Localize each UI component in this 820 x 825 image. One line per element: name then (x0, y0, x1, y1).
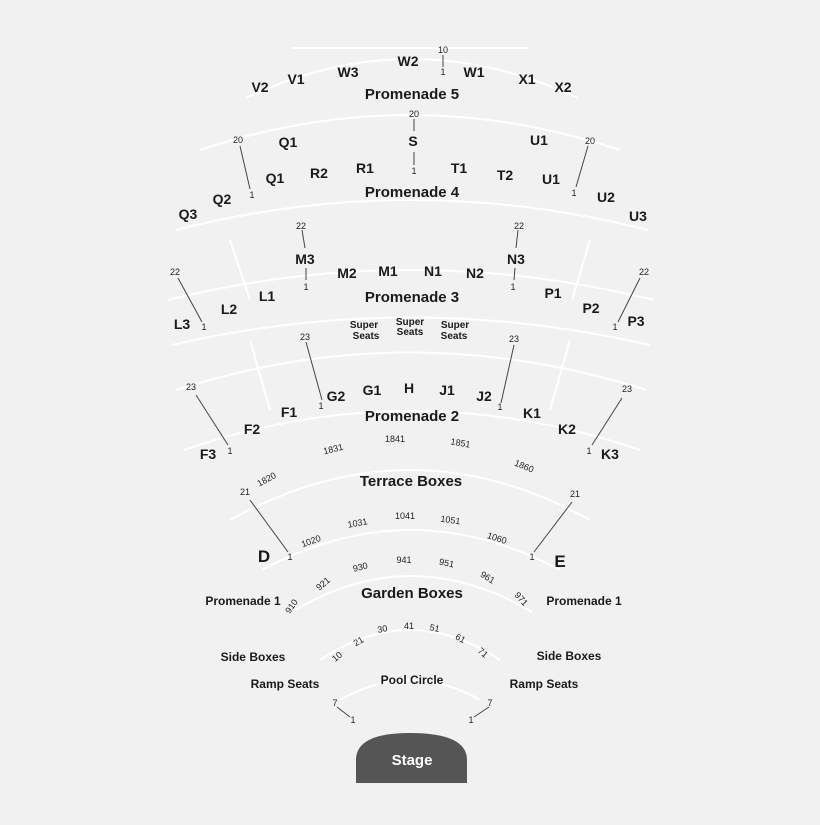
promenade-4-label: Promenade 4 (364, 184, 460, 201)
section-S[interactable]: S (408, 133, 418, 149)
super-seats-center[interactable] (396, 317, 424, 338)
section-U1-upper[interactable]: U1 (530, 132, 548, 148)
row-label: 1 (411, 166, 417, 176)
section-W3[interactable]: W3 (337, 64, 359, 80)
section-P2[interactable]: P2 (582, 300, 600, 316)
garden-box[interactable]: 21 (351, 634, 366, 649)
row-label: 1 (510, 282, 516, 292)
row-label: 1 (529, 552, 535, 562)
row-label: 23 (299, 332, 311, 342)
section-R2[interactable]: R2 (310, 165, 328, 181)
section-Q3[interactable]: Q3 (178, 206, 198, 222)
terrace-box[interactable]: 1041 (394, 511, 416, 521)
row-label: 20 (408, 109, 420, 119)
row-label: 1 (586, 446, 592, 456)
section-L1[interactable]: L1 (258, 288, 276, 304)
super-seats-label: Seats (352, 331, 380, 342)
section-W2[interactable]: W2 (397, 53, 419, 69)
section-V2[interactable]: V2 (251, 79, 269, 95)
side-boxes-right[interactable]: Side Boxes (536, 649, 602, 663)
super-seats-right[interactable] (441, 320, 470, 342)
row-label: 20 (584, 136, 596, 146)
section-L3[interactable]: L3 (173, 316, 191, 332)
section-M1[interactable]: M1 (378, 263, 398, 279)
section-D[interactable]: D (257, 547, 271, 566)
row-label: 1 (468, 715, 474, 725)
section-N2[interactable]: N2 (466, 265, 484, 281)
terrace-box[interactable]: 1051 (439, 513, 462, 527)
super-seats-label: Super (395, 317, 425, 328)
terrace-box[interactable]: 1020 (299, 533, 323, 550)
section-U1[interactable]: U1 (542, 171, 560, 187)
section-N3[interactable]: N3 (507, 251, 525, 267)
ramp-seats-right[interactable]: Ramp Seats (509, 677, 579, 691)
section-U2[interactable]: U2 (597, 189, 615, 205)
terrace-box[interactable]: 1031 (346, 516, 369, 530)
row-label: 7 (487, 698, 493, 708)
ramp-seats-left[interactable]: Ramp Seats (250, 677, 320, 691)
garden-box[interactable]: 61 (453, 631, 468, 646)
garden-box[interactable]: 71 (475, 645, 490, 660)
terrace-box[interactable]: 1841 (384, 434, 406, 444)
section-U3[interactable]: U3 (629, 208, 647, 224)
terrace-boxes-label: Terrace Boxes (359, 473, 463, 490)
section-F2[interactable]: F2 (243, 421, 261, 437)
row-label: 1 (227, 446, 233, 456)
super-seats-label: Super (440, 320, 470, 331)
row-label: 1 (571, 188, 577, 198)
row-label: 20 (232, 135, 244, 145)
garden-boxes-label: Garden Boxes (361, 585, 463, 602)
row-label: 1 (249, 190, 255, 200)
section-M3[interactable]: M3 (295, 251, 315, 267)
promenade-3-label: Promenade 3 (364, 289, 460, 306)
terrace-box[interactable]: 1820 (255, 470, 278, 489)
section-T1[interactable]: T1 (450, 160, 468, 176)
row-label: 22 (169, 267, 181, 277)
row-label: 21 (239, 487, 251, 497)
row-label: 1 (318, 401, 324, 411)
terrace-box[interactable]: 1860 (512, 457, 536, 475)
row-label: 22 (513, 221, 525, 231)
garden-box[interactable]: 10 (330, 649, 345, 664)
section-E[interactable]: E (554, 552, 566, 571)
super-seats-label: Seats (396, 327, 424, 338)
section-P3[interactable]: P3 (627, 313, 645, 329)
section-G1[interactable]: G1 (362, 382, 382, 398)
terrace-box[interactable]: 1060 (485, 530, 508, 546)
super-seats-label: Super (349, 320, 379, 331)
super-seats-label: Seats (440, 331, 468, 342)
row-label: 1 (497, 402, 503, 412)
section-K1[interactable]: K1 (523, 405, 541, 421)
row-label: 1 (303, 282, 309, 292)
garden-box[interactable]: 961 (478, 569, 497, 586)
garden-box[interactable]: 30 (376, 623, 389, 635)
section-J1[interactable]: J1 (439, 382, 455, 398)
garden-box[interactable]: 951 (438, 556, 456, 570)
garden-box[interactable]: 910 (283, 597, 300, 616)
section-X2[interactable]: X2 (554, 79, 572, 95)
section-N1[interactable]: N1 (424, 263, 442, 279)
section-L2[interactable]: L2 (220, 301, 238, 317)
row-label: 22 (295, 221, 307, 231)
section-V1[interactable]: V1 (287, 71, 305, 87)
section-R1[interactable]: R1 (356, 160, 374, 176)
section-X1[interactable]: X1 (518, 71, 536, 87)
section-G2[interactable]: G2 (326, 388, 346, 404)
section-K2[interactable]: K2 (558, 421, 576, 437)
row-label: 10 (437, 45, 449, 55)
row-label: 21 (569, 489, 581, 499)
garden-box[interactable]: 941 (396, 555, 412, 565)
row-label: 7 (332, 698, 338, 708)
section-F3[interactable]: F3 (199, 446, 217, 462)
section-K3[interactable]: K3 (601, 446, 619, 462)
pool-circle-label[interactable]: Pool Circle (380, 673, 444, 687)
section-Q1-upper[interactable]: Q1 (278, 134, 298, 150)
section-Q2[interactable]: Q2 (212, 191, 232, 207)
promenade-1-right: Promenade 1 (546, 594, 622, 608)
garden-box[interactable]: 930 (351, 560, 369, 574)
section-M2[interactable]: M2 (337, 265, 357, 281)
row-label: 23 (508, 334, 520, 344)
stage-label: Stage (391, 752, 433, 769)
row-label: 1 (287, 552, 293, 562)
garden-box[interactable]: 51 (428, 622, 441, 634)
section-Q1[interactable]: Q1 (265, 170, 285, 186)
promenade-1-left: Promenade 1 (205, 594, 281, 608)
row-label: 23 (185, 382, 197, 392)
row-label: 1 (201, 322, 207, 332)
promenade-2-label: Promenade 2 (364, 408, 460, 425)
garden-box[interactable]: 921 (314, 575, 333, 593)
section-F1[interactable]: F1 (280, 404, 298, 420)
row-label: 1 (350, 715, 356, 725)
row-label: 23 (621, 384, 633, 394)
section-W1[interactable]: W1 (463, 64, 485, 80)
row-label: 1 (612, 322, 618, 332)
section-H[interactable]: H (403, 380, 415, 396)
section-T2[interactable]: T2 (496, 167, 514, 183)
row-label: 22 (638, 267, 650, 277)
section-J2[interactable]: J2 (476, 388, 492, 404)
row-label: 1 (440, 67, 446, 77)
promenade-5-label: Promenade 5 (364, 86, 460, 103)
super-seats-left[interactable] (350, 320, 380, 342)
garden-box[interactable]: 41 (403, 621, 415, 631)
terrace-box[interactable]: 1851 (449, 436, 472, 450)
garden-box[interactable]: 971 (512, 590, 530, 608)
side-boxes-left[interactable]: Side Boxes (220, 650, 286, 664)
terrace-box[interactable]: 1831 (322, 441, 345, 457)
section-P1[interactable]: P1 (544, 285, 562, 301)
